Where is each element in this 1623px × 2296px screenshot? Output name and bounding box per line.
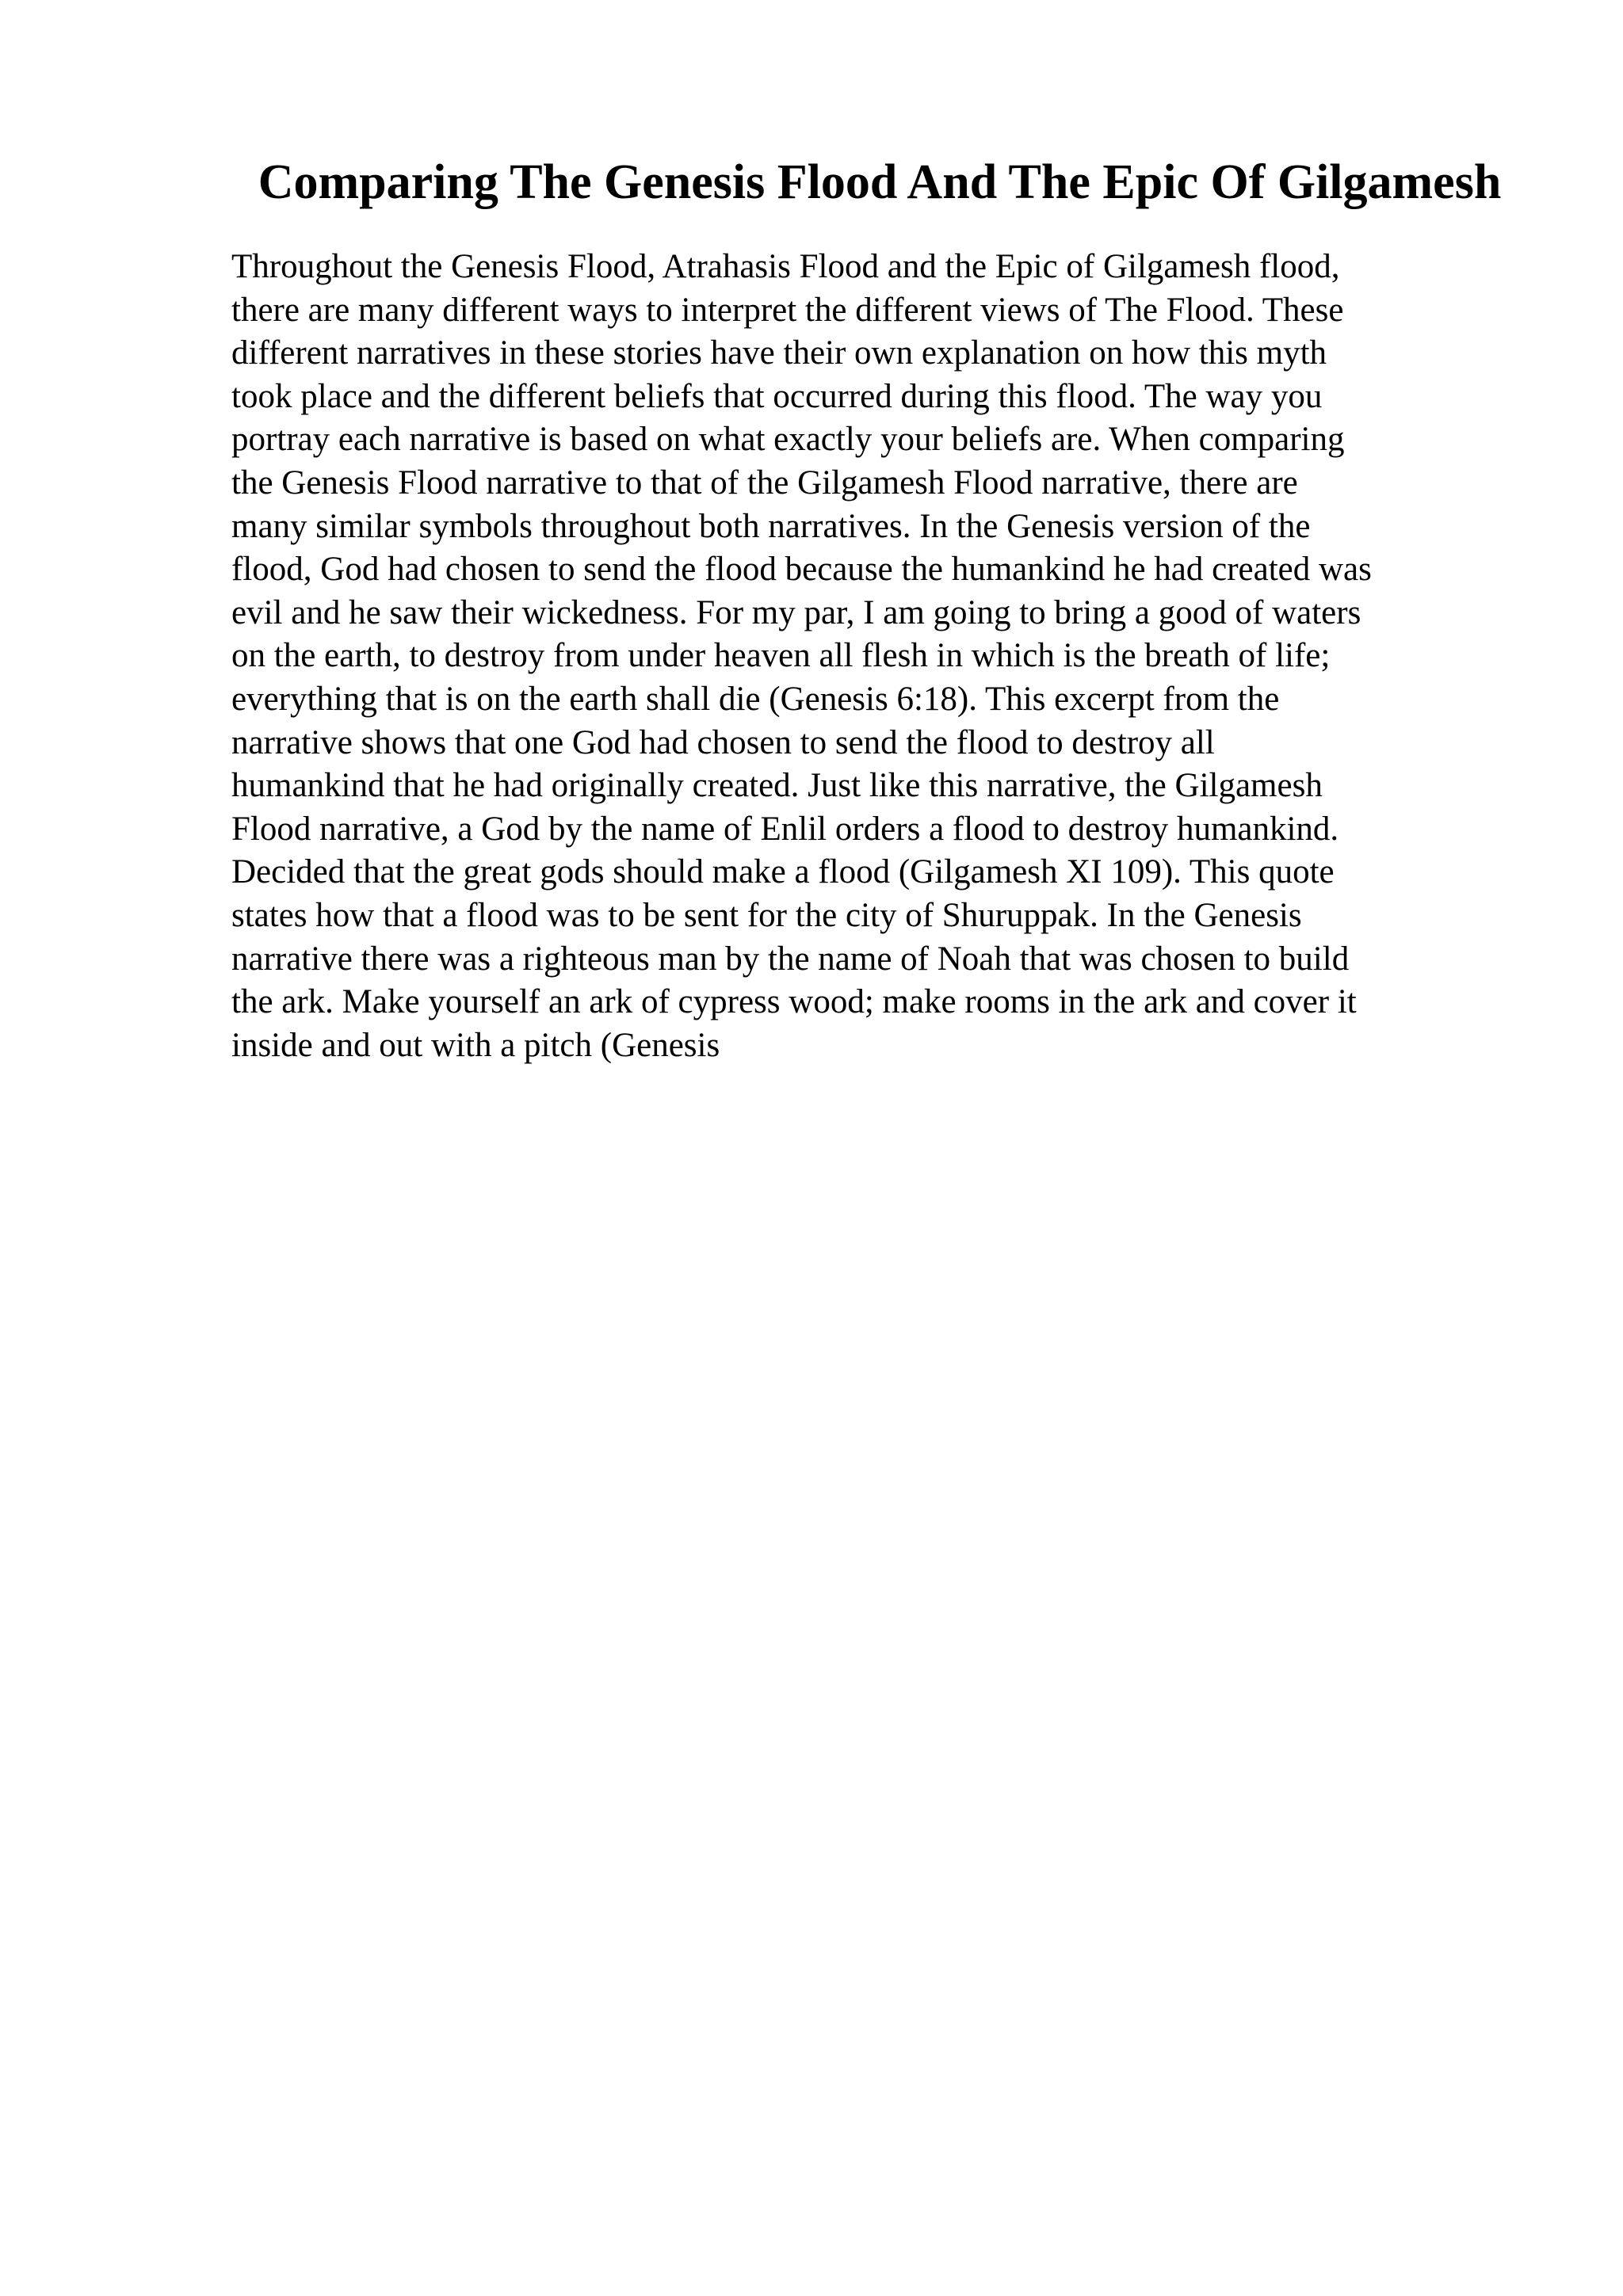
body-line: many similar symbols throughout both narratives. In the Genesis version of the <box>231 507 1311 545</box>
body-line: everything that is on the earth shall die (Genesis 6:18). This excerpt from the <box>231 680 1280 718</box>
body-line: on the earth, to destroy from under heaven all flesh in which is the breath of life; <box>231 637 1331 675</box>
body-line: narrative shows that one God had chosen to send the flood to destroy all <box>231 723 1215 761</box>
body-line: Decided that the great gods should make a flood (Gilgamesh XI 109). This quote <box>231 853 1335 891</box>
body-line: portray each narrative is based on what exactly your beliefs are. When comparing <box>231 421 1345 459</box>
body-line: flood, God had chosen to send the flood because the humankind he had created was <box>231 551 1372 589</box>
document-body <box>231 246 1515 1067</box>
body-line: narrative there was a righteous man by the name of Noah that was chosen to build <box>231 940 1350 978</box>
body-line: Flood narrative, a God by the name of Enlil orders a flood to destroy humankind. <box>231 810 1339 848</box>
body-line: the ark. Make yourself an ark of cypress wood; make rooms in the ark and cover it <box>231 983 1357 1021</box>
body-line: there are many different ways to interpret the different views of The Flood. These <box>231 291 1344 329</box>
body-line: the Genesis Flood narrative to that of the Gilgamesh Flood narrative, there are <box>231 463 1298 502</box>
document-title: Comparing The Genesis Flood And The Epic Of Gilgamesh <box>258 155 1502 209</box>
body-line: humankind that he had originally created. Just like this narrative, the Gilgamesh <box>231 767 1323 805</box>
body-line: different narratives in these stories have their own explanation on how this myth <box>231 334 1327 372</box>
body-line: Throughout the Genesis Flood, Atrahasis Flood and the Epic of Gilgamesh flood, <box>231 248 1340 285</box>
body-line: took place and the different beliefs that occurred during this flood. The way you <box>231 377 1323 415</box>
body-line: inside and out with a pitch (Genesis <box>231 1026 720 1064</box>
body-line: evil and he saw their wickedness. For my par, I am going to bring a good of waters <box>231 593 1361 631</box>
body-line: states how that a flood was to be sent for the city of Shuruppak. In the Genesis <box>231 896 1302 934</box>
